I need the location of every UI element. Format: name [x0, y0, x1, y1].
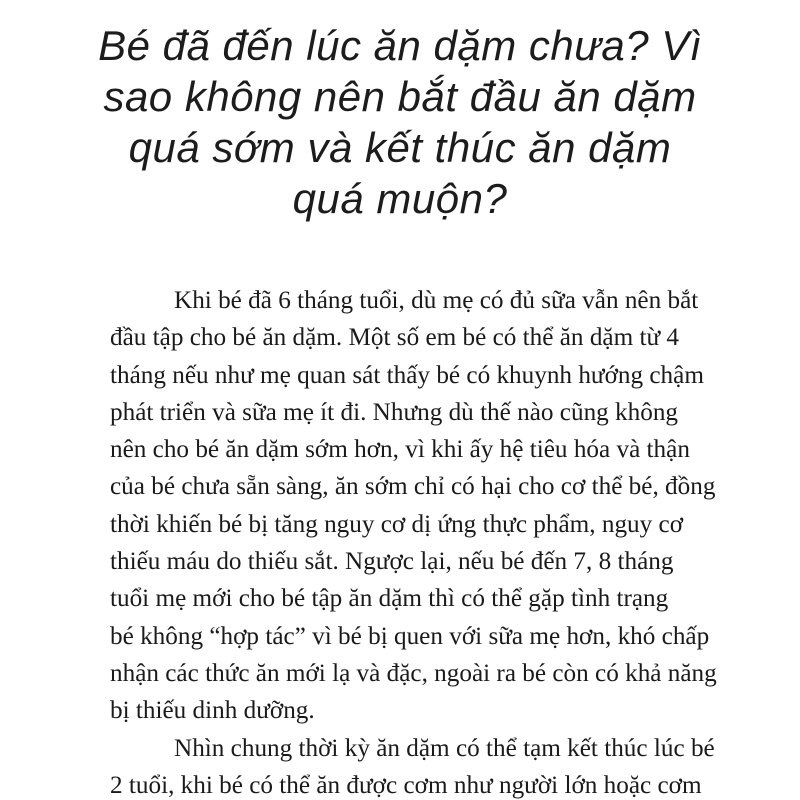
heading-line: sao không nên bắt đầu ăn dặm [103, 73, 697, 120]
text-line: nhận các thức ăn mới lạ và đặc, ngoài ra bé còn có khả năng [110, 659, 717, 687]
text-line: của bé chưa sẵn sàng, ăn sớm chỉ có hại cho cơ thể bé, đồng [110, 473, 716, 501]
paragraph-1 [110, 282, 760, 730]
text-line: 2 tuổi, khi bé có thể ăn được cơm như người lớn hoặc cơm [110, 771, 702, 799]
text-line: đầu tập cho bé ăn dặm. Một số em bé có thể ăn dặm từ 4 [110, 324, 680, 352]
heading-line: quá sớm và kết thúc ăn dặm [128, 124, 672, 171]
text-line: phát triển và sữa mẹ ít đi. Nhưng dù thế nào cũng không [110, 398, 679, 426]
text-line: Nhìn chung thời kỳ ăn dặm có thể tạm kết thúc lúc bé [174, 734, 715, 762]
text-line: bé không “hợp tác” vì bé bị quen với sữa mẹ hơn, khó chấp [110, 622, 710, 650]
text-line: thời khiến bé bị tăng nguy cơ dị ứng thực phẩm, nguy cơ [110, 510, 684, 538]
paragraph-2 [110, 730, 760, 800]
heading-line: Bé đã đến lúc ăn dặm chưa? Vì [98, 22, 702, 69]
text-line: bị thiếu dinh dưỡng. [110, 697, 315, 725]
text-line: tháng nếu như mẹ quan sát thấy bé có khuynh hướng chậm [110, 361, 704, 389]
chapter-heading [60, 20, 740, 224]
text-line: nên cho bé ăn dặm sớm hơn, vì khi ấy hệ tiêu hóa và thận [110, 436, 690, 464]
heading-line: quá muộn? [292, 175, 508, 222]
body-text [110, 282, 760, 800]
text-line: tuổi mẹ mới cho bé tập ăn dặm thì có thể gặp tình trạng [110, 585, 669, 613]
text-line: thiếu máu do thiếu sắt. Ngược lại, nếu bé đến 7, 8 tháng [110, 548, 674, 576]
text-line: Khi bé đã 6 tháng tuổi, dù mẹ có đủ sữa vẫn nên bắt [174, 287, 699, 314]
